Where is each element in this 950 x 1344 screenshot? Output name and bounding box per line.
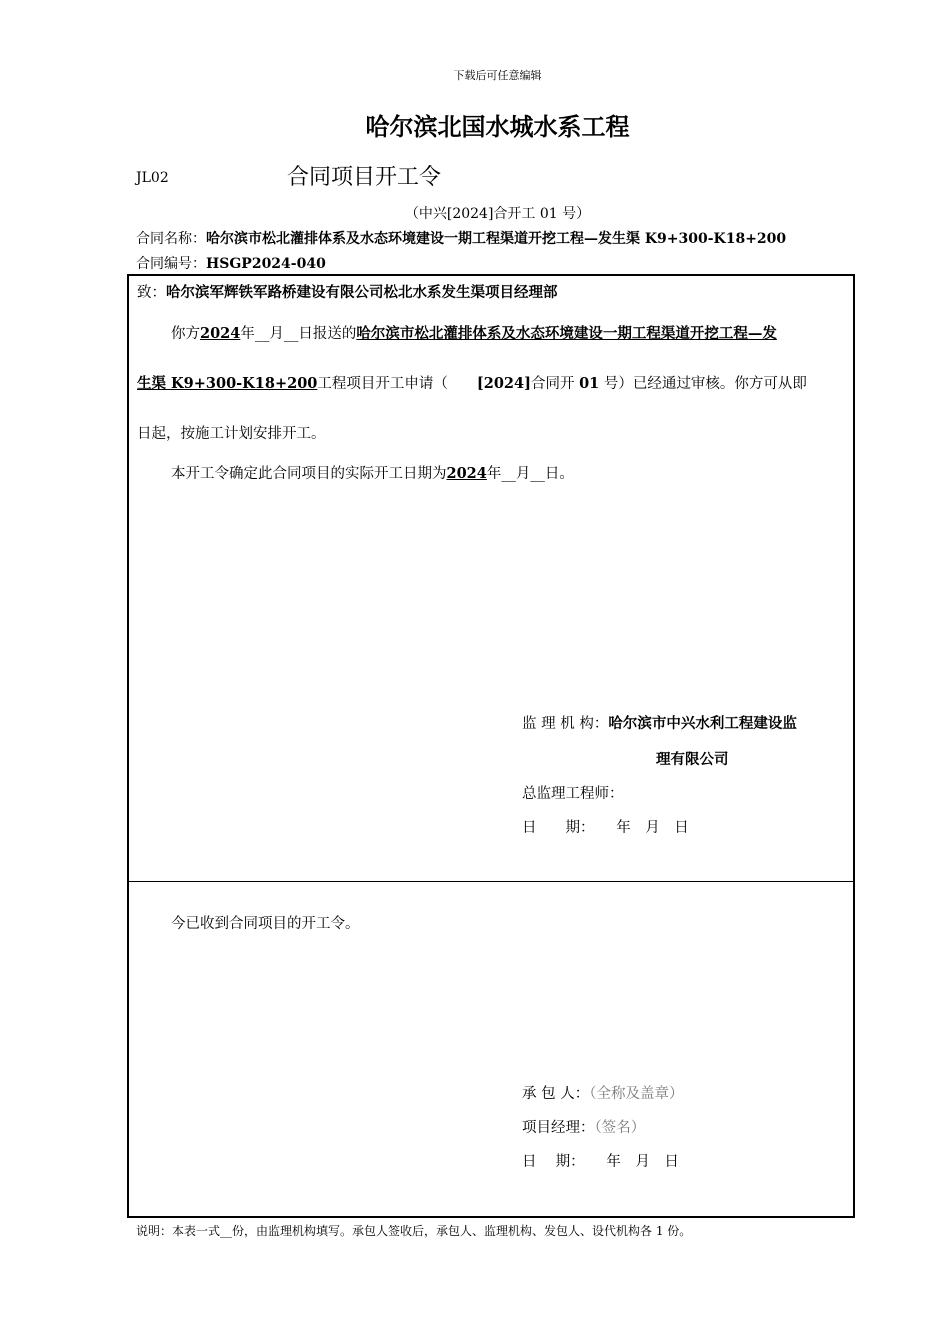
contract-number-value: HSGP2024-040 [206,256,326,272]
contractor-date-value: 年 月 日 [606,1154,679,1170]
application-ref-number: 01 [579,375,600,392]
project-manager-hint: （签名） [594,1120,646,1136]
contract-number-label: 合同编号： [136,256,206,272]
contract-name-value: 哈尔滨市松北灌排体系及水态环境建设一期工程渠道开挖工程—发生渠 K9+300-K18+200 [206,231,787,247]
start-day-blank: __ [530,466,545,482]
project-manager-row [522,1116,645,1137]
start-date-paragraph: 本开工令确定此合同项目的实际开工日期为2024年__月__日。 [171,465,574,482]
start-month-blank: __ [501,466,516,482]
order-form-box [127,274,855,1218]
form-subtitle: 合同项目开工令 [287,165,442,190]
contract-name-label: 合同名称： [136,231,206,247]
contract-number-row [136,253,326,273]
contractor-date-label: 日 期： [522,1154,585,1170]
supervisor-org-value-cont: 理有限公司 [656,751,729,768]
footer-note: 说明：本表一式__份，由监理机构填写。承包人签收后，承包人、监理机构、发包人、设代机构各 1 份。 [136,1224,692,1238]
supervisor-date-value: 年 月 日 [616,820,689,836]
recipient-row [137,281,558,302]
supervisor-date-label: 日 期： [522,820,595,836]
recipient-value: 哈尔滨军辉铁军路桥建设有限公司松北水系发生渠项目经理部 [166,284,558,301]
order-paragraph-line-1: 你方2024年__月__日报送的哈尔滨市松北灌排体系及水态环境建设一期工程渠道开挖工程—发 [171,325,777,342]
contractor-row [522,1082,683,1103]
project-manager-label: 项目经理： [522,1120,595,1136]
document-number: （中兴[2024]合开工 01 号） [404,206,591,222]
application-ref-year: [2024] [476,375,531,392]
project-name-part-1: 哈尔滨市松北灌排体系及水态环境建设一期工程渠道开挖工程—发 [356,325,777,342]
contractor-date-row [522,1150,679,1171]
contractor-label: 承 包 人： [522,1086,590,1102]
supervisor-org-row [522,712,797,733]
contract-name-row [136,228,786,248]
report-month-blank: __ [254,326,270,342]
section-divider [129,881,853,882]
chief-engineer-label: 总监理工程师： [522,786,624,802]
order-paragraph-line-3: 日起，按施工计划安排开工。 [137,426,326,442]
supervisor-org-label: 监 理 机 构： [522,716,609,732]
supervisor-org-value: 哈尔滨市中兴水利工程建设监 [608,715,797,732]
contractor-hint: （全称及盖章） [589,1086,684,1102]
header-note: 下载后可任意编辑 [453,69,542,82]
report-day-blank: __ [283,326,299,342]
start-year: 2024 [446,465,487,482]
report-year: 2024 [200,325,241,342]
project-name-part-2: 生渠 K9+300-K18+200 [137,375,318,392]
page-title: 哈尔滨北国水城水系工程 [365,113,630,141]
order-paragraph-line-2: 生渠 K9+300-K18+200工程项目开工申请（ [2024]合同开 01 号）已经通过审核。你方可从即 [137,375,807,392]
receipt-text: 今已收到合同项目的开工令。 [171,916,360,932]
recipient-label: 致： [137,285,166,301]
supervisor-date-row [522,816,689,837]
form-code: JL02 [136,170,169,186]
